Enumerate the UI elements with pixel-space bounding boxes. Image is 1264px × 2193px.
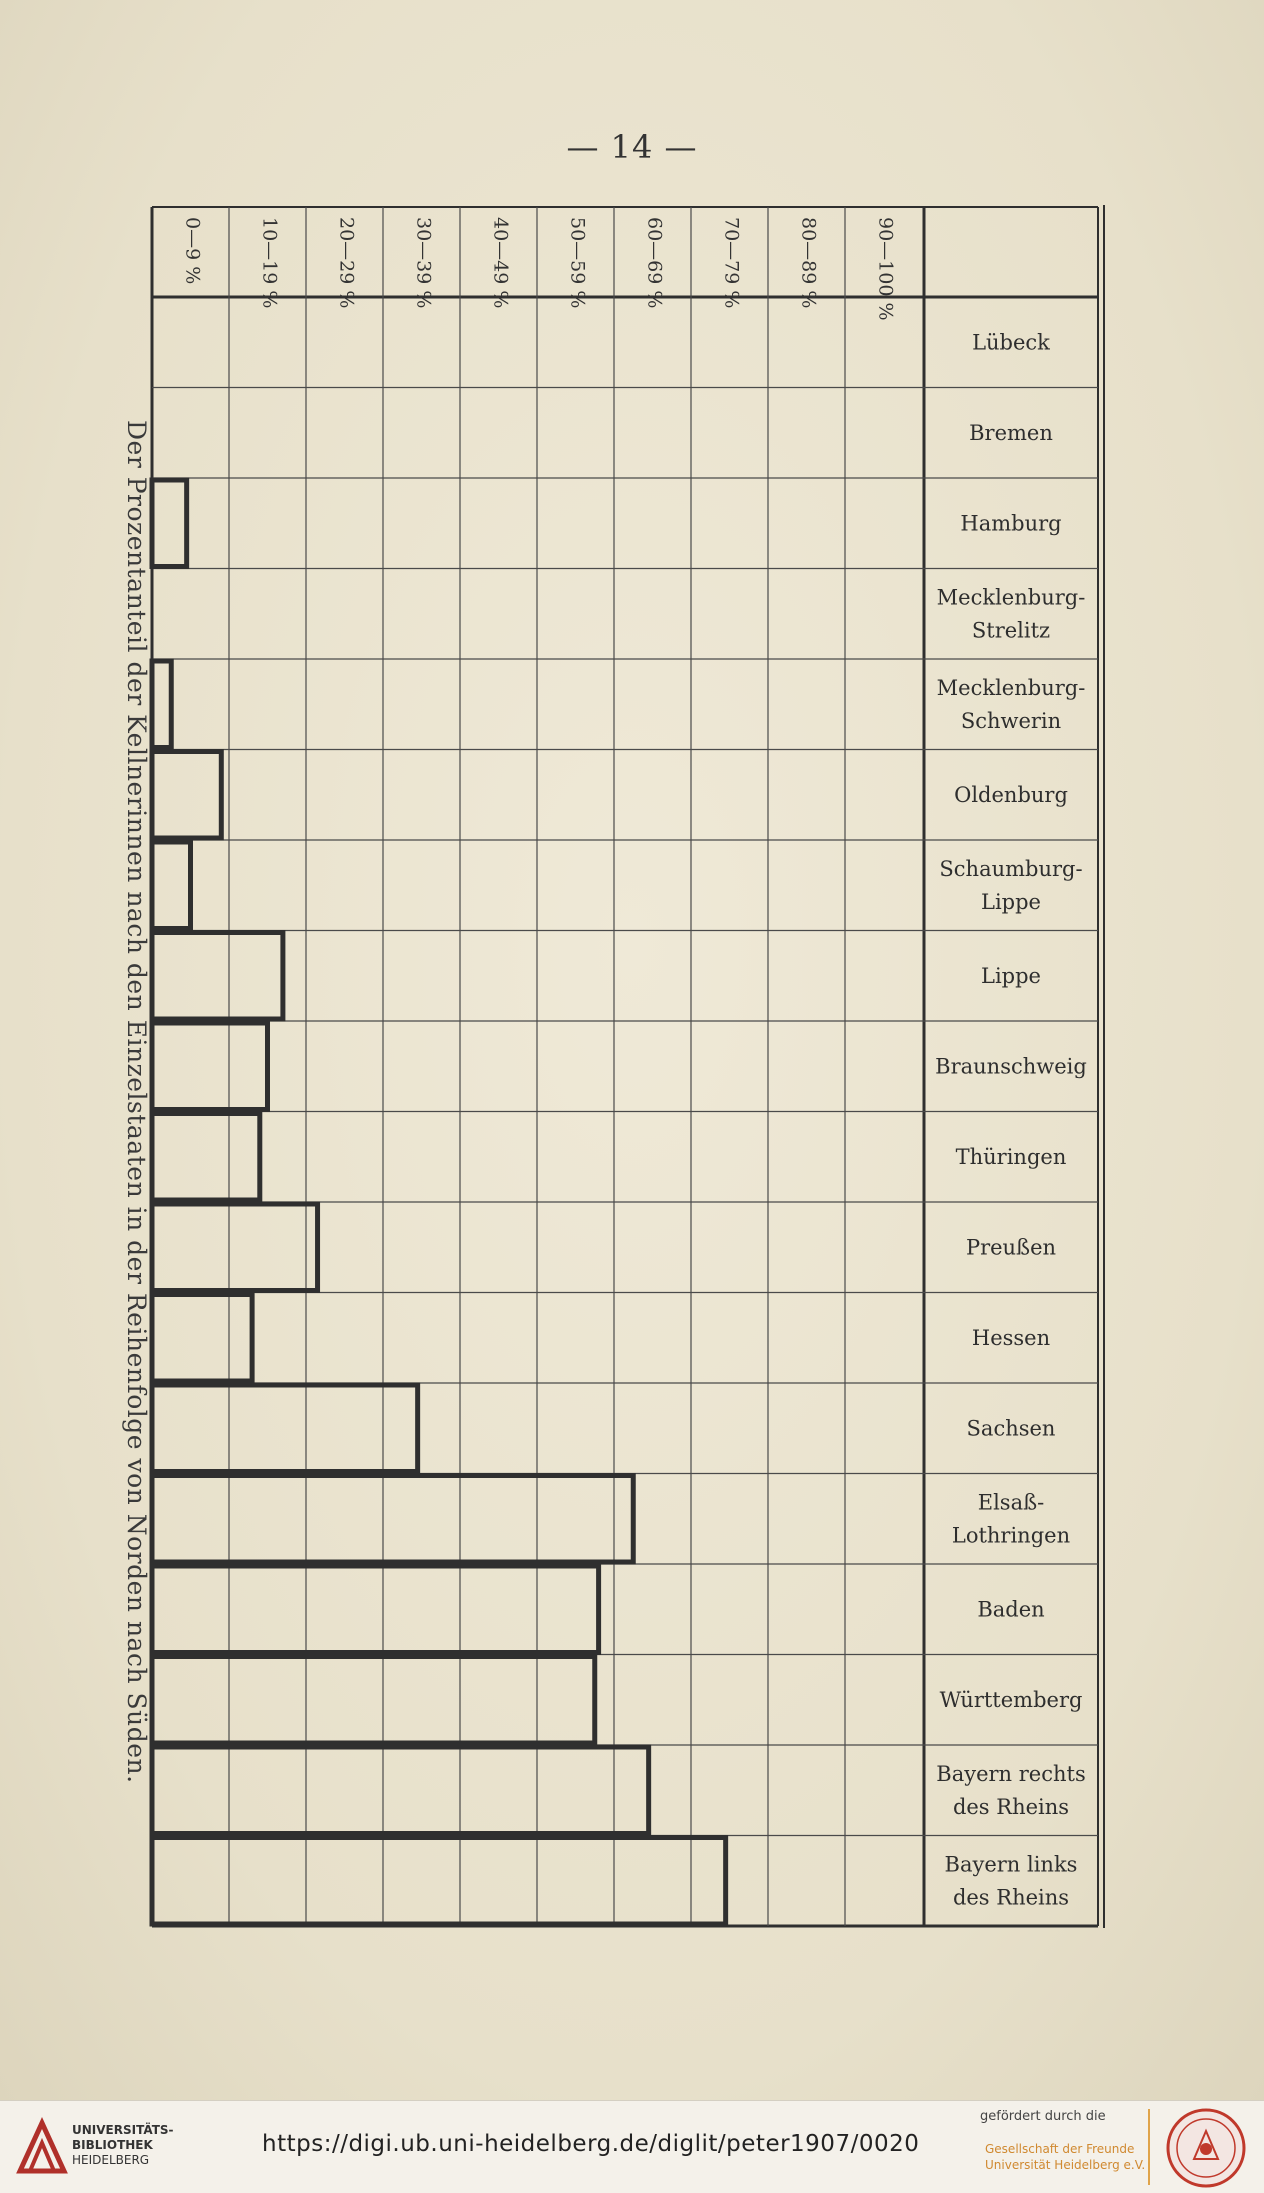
column-header-label: 20—29 %	[335, 217, 358, 309]
society-line-1: Gesellschaft der Freunde	[985, 2142, 1135, 2156]
bar	[152, 933, 283, 1020]
column-header-label: 60—69 %	[643, 217, 666, 309]
bar	[152, 661, 171, 748]
library-name-line-1: UNIVERSITÄTS-	[72, 2123, 174, 2137]
library-name[interactable]	[72, 2123, 182, 2168]
bar	[152, 1476, 633, 1563]
bar	[152, 1023, 268, 1110]
column-header-label: 50—59 %	[566, 217, 589, 309]
chart-caption: Der Prozentanteil der Kellnerinnen nach den Einzelstaaten in der Reihenfolge von Norden nach Süden.	[122, 420, 151, 1784]
bar	[152, 480, 187, 567]
row-label: Baden	[977, 1597, 1045, 1622]
bar	[152, 1566, 599, 1653]
column-header-label: 0—9 %	[181, 217, 204, 285]
column-header-label: 30—39 %	[412, 217, 435, 309]
library-name-line-3: HEIDELBERG	[72, 2153, 150, 2167]
column-header-label: 90—100 %	[874, 217, 897, 321]
bar	[152, 1747, 649, 1834]
bar	[152, 1204, 318, 1291]
row-label: Mecklenburg-Schwerin	[936, 675, 1086, 733]
library-name-line-2: BIBLIOTHEK	[72, 2138, 153, 2152]
document-url-link[interactable]: https://digi.ub.uni-heidelberg.de/diglit/peter1907/0020	[262, 2131, 920, 2157]
bar	[152, 1114, 260, 1201]
row-label: Oldenburg	[954, 782, 1068, 807]
society-line-2: Universität Heidelberg e.V.	[985, 2158, 1146, 2172]
footer-divider	[1148, 2109, 1150, 2185]
row-label: Hessen	[971, 1325, 1051, 1350]
column-header-label: 70—79 %	[720, 217, 743, 309]
row-label: Sachsen	[966, 1416, 1056, 1441]
footer-bar	[0, 2100, 1264, 2193]
row-label: Hamburg	[960, 511, 1062, 536]
bar	[152, 1657, 595, 1744]
row-label: Lippe	[981, 963, 1041, 988]
funded-by-label: gefördert durch die	[980, 2109, 1106, 2124]
row-label: Württemberg	[939, 1687, 1083, 1712]
row-label: Schaumburg-Lippe	[939, 856, 1083, 914]
row-label: Thüringen	[955, 1144, 1067, 1169]
column-header-label: 80—89 %	[797, 217, 820, 309]
page-number: — 14 —	[566, 128, 698, 166]
row-label: Mecklenburg-Strelitz	[936, 585, 1086, 643]
bar	[152, 1295, 252, 1382]
row-label: Bayern rechts des Rheins	[936, 1761, 1086, 1819]
row-label: Braunschweig	[935, 1054, 1087, 1079]
row-label: Lübeck	[972, 330, 1050, 355]
bar	[152, 1385, 418, 1472]
column-header-label: 40—49 %	[489, 217, 512, 309]
row-label: Elsaß-Lothringen	[951, 1490, 1071, 1548]
column-header-label: 10—19 %	[258, 217, 281, 309]
row-label: Preußen	[965, 1235, 1057, 1260]
bar	[152, 752, 221, 839]
bar	[152, 1838, 726, 1925]
row-label: Bremen	[969, 420, 1053, 445]
row-label: Bayern links des Rheins	[944, 1852, 1078, 1910]
society-link[interactable]	[985, 2141, 1145, 2173]
library-logo-icon[interactable]	[14, 2117, 70, 2177]
bar	[152, 842, 191, 929]
university-seal-icon[interactable]	[1165, 2107, 1247, 2189]
